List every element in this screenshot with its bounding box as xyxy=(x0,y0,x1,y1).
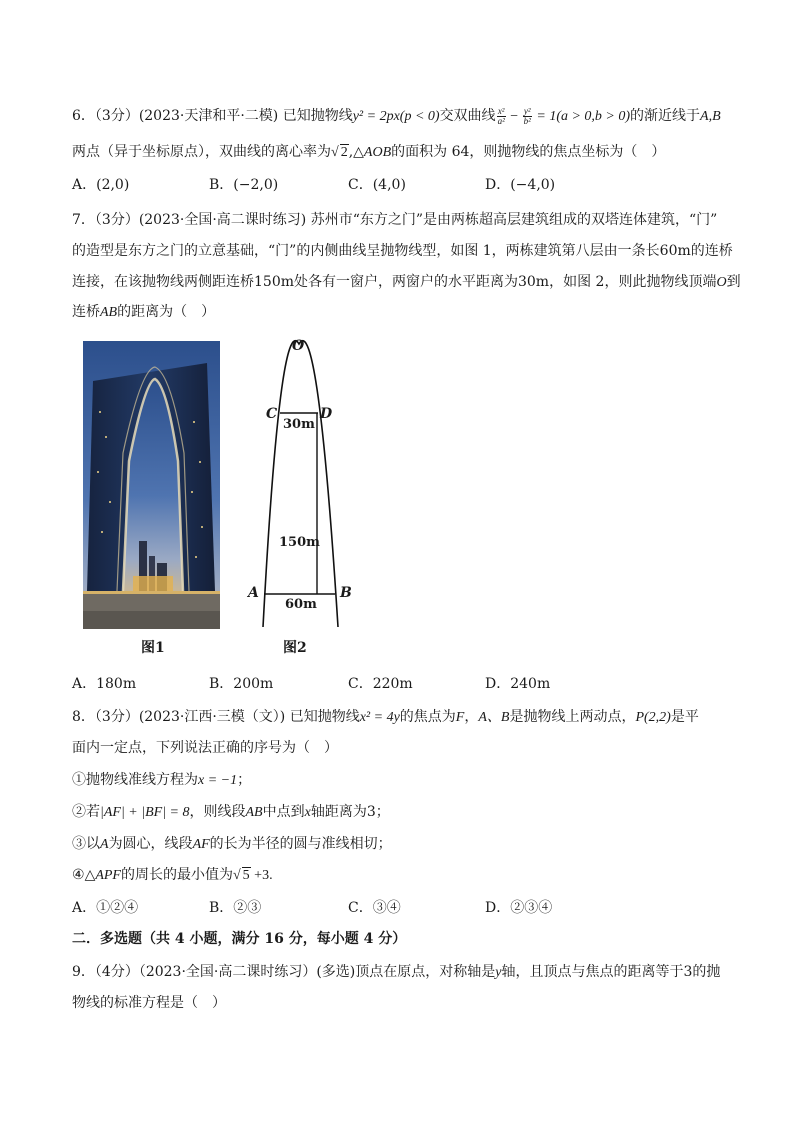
q8-line1: 8．（3分）(2023·江西·三模（文）) 已知抛物线x² = 4y的焦点为F，A、B是抛物线上两动点，P(2,2)是平 xyxy=(72,709,699,725)
figure-1-caption: 图1 xyxy=(141,640,165,656)
q8-option-d: D．②③④ xyxy=(485,900,553,916)
q6-option-b: B．(−2,0) xyxy=(209,177,279,193)
parabola-curve xyxy=(263,341,338,627)
q6-line1: 6．（3分）(2023·天津和平·二模) 已知抛物线y² = 2px(p < 0)交双曲线 $\frac{\text{x²}}{\text{a²}}$ − $\frac{\text{y²}}{\text{b²}}$ = 1(a > 0,b > 0)的渐近线于A,B xyxy=(72,105,721,126)
q6-sqrt: 2 xyxy=(340,145,348,160)
q8-option-a: A．①②④ xyxy=(72,900,139,916)
q8-option-b: B．②③ xyxy=(209,900,262,916)
q7-line4: 连桥AB的距离为（ ） xyxy=(72,304,216,320)
q6-option-a: A．(2,0) xyxy=(72,177,130,193)
q7-line2: 的造型是东方之门的立意基础，“门”的内侧曲线呈抛物线型，如图 1，两栋建筑第八层由一条长60m的连桥 xyxy=(72,243,733,259)
label-o: O xyxy=(292,338,305,354)
q7-option-a: A．180m xyxy=(72,676,137,692)
q8-statement-1: ①抛物线准线方程为x = −1； xyxy=(72,772,252,788)
q6-option-d: D．(−4,0) xyxy=(485,177,556,193)
label-60m: 60m xyxy=(285,597,317,612)
q7-option-d: D．240m xyxy=(485,676,551,692)
q6-option-c: C．(4,0) xyxy=(348,177,406,193)
q7-line1: 7．（3分）(2023·全国·高二课时练习) 苏州市“东方之门”是由两栋超高层建筑组成的双塔连体建筑，“门” xyxy=(72,212,718,228)
q8-statement-3: ③以A为圆心，线段AF的长为半径的圆与准线相切； xyxy=(72,836,392,852)
q8-line2: 面内一定点，下列说法正确的序号为（ ） xyxy=(72,740,338,756)
label-c: C xyxy=(266,406,278,422)
label-d: D xyxy=(320,406,333,422)
q7-option-b: B．200m xyxy=(209,676,274,692)
q6-parabola-eq: y² = 2px(p < 0) xyxy=(352,109,440,124)
q9-line2: 物线的标准方程是（ ） xyxy=(72,995,226,1011)
gate-of-orient-photo xyxy=(83,341,220,629)
label-b: B xyxy=(340,585,352,601)
q9-line1: 9．（4分）（2023·全国·高二课时练习）(多选)顶点在原点，对称轴是y轴，且顶点与焦点的距离等于3的抛 xyxy=(72,964,721,980)
q8-option-c: C．③④ xyxy=(348,900,401,916)
q7-line3: 连接，在该抛物线两侧距连桥150m处各有一窗户，两窗户的水平距离为30m，如图 2，则此抛物线顶端O到 xyxy=(72,274,741,290)
q8-statement-4: ④△APF的周长的最小值为√ 5 +3. xyxy=(72,867,273,883)
q6-line2: 两点（异于坐标原点），双曲线的离心率为√ 2,△AOB的面积为 64，则抛物线的焦点坐标为（ ） xyxy=(72,144,666,160)
q7-option-c: C．220m xyxy=(348,676,413,692)
photo-illustration xyxy=(83,341,220,629)
q6-frac-y: $\frac{\text{y²}}{\text{b²}}$ xyxy=(523,105,531,126)
q6-frac-x: $\frac{\text{x²}}{\text{a²}}$ xyxy=(497,105,505,126)
label-30m: 30m xyxy=(283,417,315,432)
label-150m: 150m xyxy=(279,535,320,550)
q8-statement-2: ②若|AF| + |BF| = 8，则线段AB中点到x轴距离为3； xyxy=(72,804,390,820)
figure-2-caption: 图2 xyxy=(283,640,307,656)
section-2-heading: 二．多选题（共 4 小题，满分 16 分，每小题 4 分） xyxy=(72,931,407,947)
label-a: A xyxy=(248,585,259,601)
